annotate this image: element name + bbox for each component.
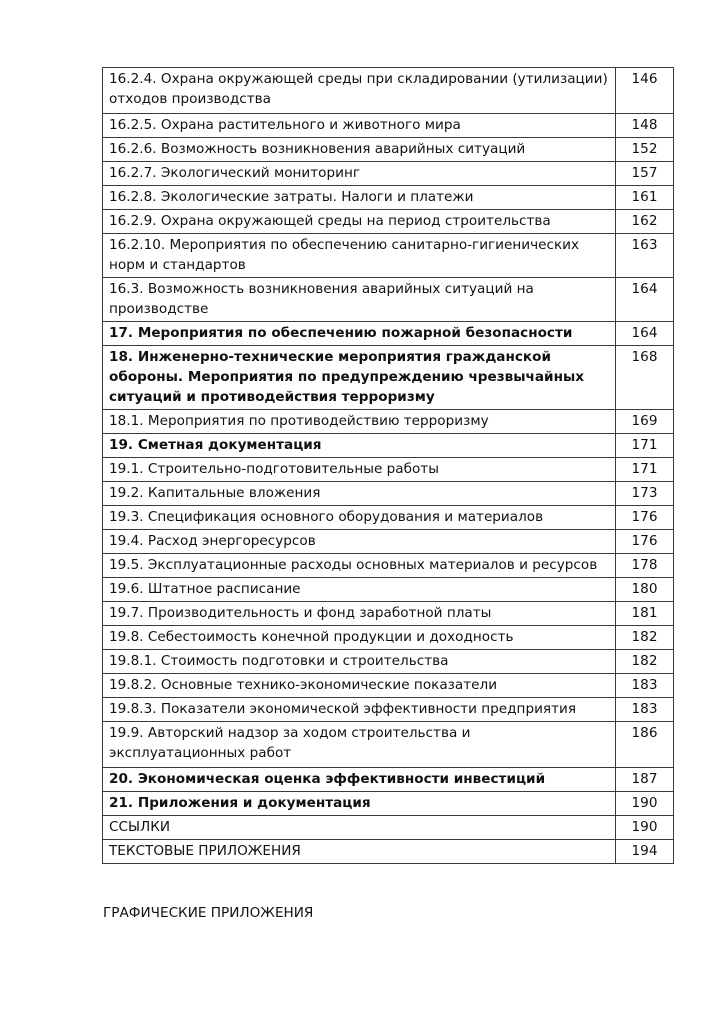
toc-entry-page: 146 bbox=[616, 68, 674, 114]
toc-entry-page: 169 bbox=[616, 410, 674, 434]
toc-entry-page: 178 bbox=[616, 554, 674, 578]
toc-entry-title: 16.2.10. Мероприятия по обеспечению санитарно-гигиенических норм и стандартов bbox=[103, 234, 616, 278]
toc-entry-page: 182 bbox=[616, 626, 674, 650]
toc-row-section bbox=[103, 434, 674, 458]
toc-section-title: 18. Инженерно-технические мероприятия гражданской обороны. Мероприятия по предупреждению чрезвычайных ситуаций и противодействия терроризму bbox=[103, 346, 616, 410]
toc-row bbox=[103, 114, 674, 138]
toc-row bbox=[103, 506, 674, 530]
toc-row bbox=[103, 458, 674, 482]
toc-row bbox=[103, 234, 674, 278]
toc-entry-title: 16.2.9. Охрана окружающей среды на период строительства bbox=[103, 210, 616, 234]
toc-entry-page: 157 bbox=[616, 162, 674, 186]
toc-entry-title: ТЕКСТОВЫЕ ПРИЛОЖЕНИЯ bbox=[103, 840, 616, 864]
toc-entry-title: 18.1. Мероприятия по противодействию терроризму bbox=[103, 410, 616, 434]
toc-entry-page: 187 bbox=[616, 768, 674, 792]
toc-entry-page: 194 bbox=[616, 840, 674, 864]
toc-entry-page: 183 bbox=[616, 698, 674, 722]
toc-section-title: 17. Мероприятия по обеспечению пожарной безопасности bbox=[103, 322, 616, 346]
toc-entry-title: 19.5. Эксплуатационные расходы основных материалов и ресурсов bbox=[103, 554, 616, 578]
toc-entry-page: 181 bbox=[616, 602, 674, 626]
toc-entry-page: 161 bbox=[616, 186, 674, 210]
toc-entry-title: 16.2.6. Возможность возникновения аварийных ситуаций bbox=[103, 138, 616, 162]
toc-entry-title: 19.1. Строительно-подготовительные работы bbox=[103, 458, 616, 482]
toc-row bbox=[103, 482, 674, 506]
toc-body bbox=[103, 68, 674, 864]
toc-row bbox=[103, 138, 674, 162]
toc-entry-page: 163 bbox=[616, 234, 674, 278]
toc-row bbox=[103, 554, 674, 578]
toc-entry-page: 190 bbox=[616, 792, 674, 816]
toc-entry-page: 190 bbox=[616, 816, 674, 840]
toc-row bbox=[103, 530, 674, 554]
toc-entry-title: 19.8.1. Стоимость подготовки и строительства bbox=[103, 650, 616, 674]
toc-section-title: 19. Сметная документация bbox=[103, 434, 616, 458]
toc-entry-title: 19.8. Себестоимость конечной продукции и доходность bbox=[103, 626, 616, 650]
graphic-appendices-heading: ГРАФИЧЕСКИЕ ПРИЛОЖЕНИЯ bbox=[103, 905, 314, 921]
toc-entry-page: 176 bbox=[616, 530, 674, 554]
toc-row bbox=[103, 186, 674, 210]
toc-row bbox=[103, 650, 674, 674]
toc-entry-title: 19.6. Штатное расписание bbox=[103, 578, 616, 602]
toc-section-title: 21. Приложения и документация bbox=[103, 792, 616, 816]
toc-section-title: 20. Экономическая оценка эффективности инвестиций bbox=[103, 768, 616, 792]
toc-row-section bbox=[103, 792, 674, 816]
toc-entry-title: 19.8.2. Основные технико-экономические показатели bbox=[103, 674, 616, 698]
table-of-contents bbox=[102, 67, 674, 864]
toc-entry-page: 186 bbox=[616, 722, 674, 768]
toc-entry-title: 19.8.3. Показатели экономической эффективности предприятия bbox=[103, 698, 616, 722]
toc-row bbox=[103, 722, 674, 768]
toc-entry-title: 16.3. Возможность возникновения аварийных ситуаций на производстве bbox=[103, 278, 616, 322]
toc-entry-page: 176 bbox=[616, 506, 674, 530]
toc-row bbox=[103, 626, 674, 650]
toc-row-section bbox=[103, 322, 674, 346]
toc-row bbox=[103, 816, 674, 840]
toc-entry-title: 19.9. Авторский надзор за ходом строительства и эксплуатационных работ bbox=[103, 722, 616, 768]
toc-entry-page: 162 bbox=[616, 210, 674, 234]
toc-row bbox=[103, 674, 674, 698]
toc-entry-page: 148 bbox=[616, 114, 674, 138]
toc-entry-title: 16.2.4. Охрана окружающей среды при складировании (утилизации) отходов производства bbox=[103, 68, 616, 114]
toc-entry-page: 171 bbox=[616, 434, 674, 458]
toc-entry-page: 168 bbox=[616, 346, 674, 410]
toc-entry-page: 152 bbox=[616, 138, 674, 162]
toc-row bbox=[103, 68, 674, 114]
toc-entry-title: 16.2.7. Экологический мониторинг bbox=[103, 162, 616, 186]
toc-row bbox=[103, 578, 674, 602]
toc-entry-title: 19.4. Расход энергоресурсов bbox=[103, 530, 616, 554]
toc-row bbox=[103, 278, 674, 322]
toc-entry-title: 16.2.5. Охрана растительного и животного мира bbox=[103, 114, 616, 138]
toc-row bbox=[103, 840, 674, 864]
toc-entry-page: 164 bbox=[616, 278, 674, 322]
toc-entry-page: 182 bbox=[616, 650, 674, 674]
toc-entry-title: ССЫЛКИ bbox=[103, 816, 616, 840]
toc-entry-page: 164 bbox=[616, 322, 674, 346]
toc-entry-page: 180 bbox=[616, 578, 674, 602]
toc-row bbox=[103, 210, 674, 234]
toc-row-section bbox=[103, 768, 674, 792]
toc-row-section bbox=[103, 346, 674, 410]
toc-entry-title: 19.3. Спецификация основного оборудования и материалов bbox=[103, 506, 616, 530]
toc-row bbox=[103, 162, 674, 186]
toc-entry-title: 19.2. Капитальные вложения bbox=[103, 482, 616, 506]
toc-entry-title: 19.7. Производительность и фонд заработной платы bbox=[103, 602, 616, 626]
toc-row bbox=[103, 410, 674, 434]
toc-row bbox=[103, 698, 674, 722]
toc-row bbox=[103, 602, 674, 626]
toc-entry-page: 183 bbox=[616, 674, 674, 698]
toc-entry-page: 171 bbox=[616, 458, 674, 482]
toc-entry-page: 173 bbox=[616, 482, 674, 506]
toc-entry-title: 16.2.8. Экологические затраты. Налоги и платежи bbox=[103, 186, 616, 210]
